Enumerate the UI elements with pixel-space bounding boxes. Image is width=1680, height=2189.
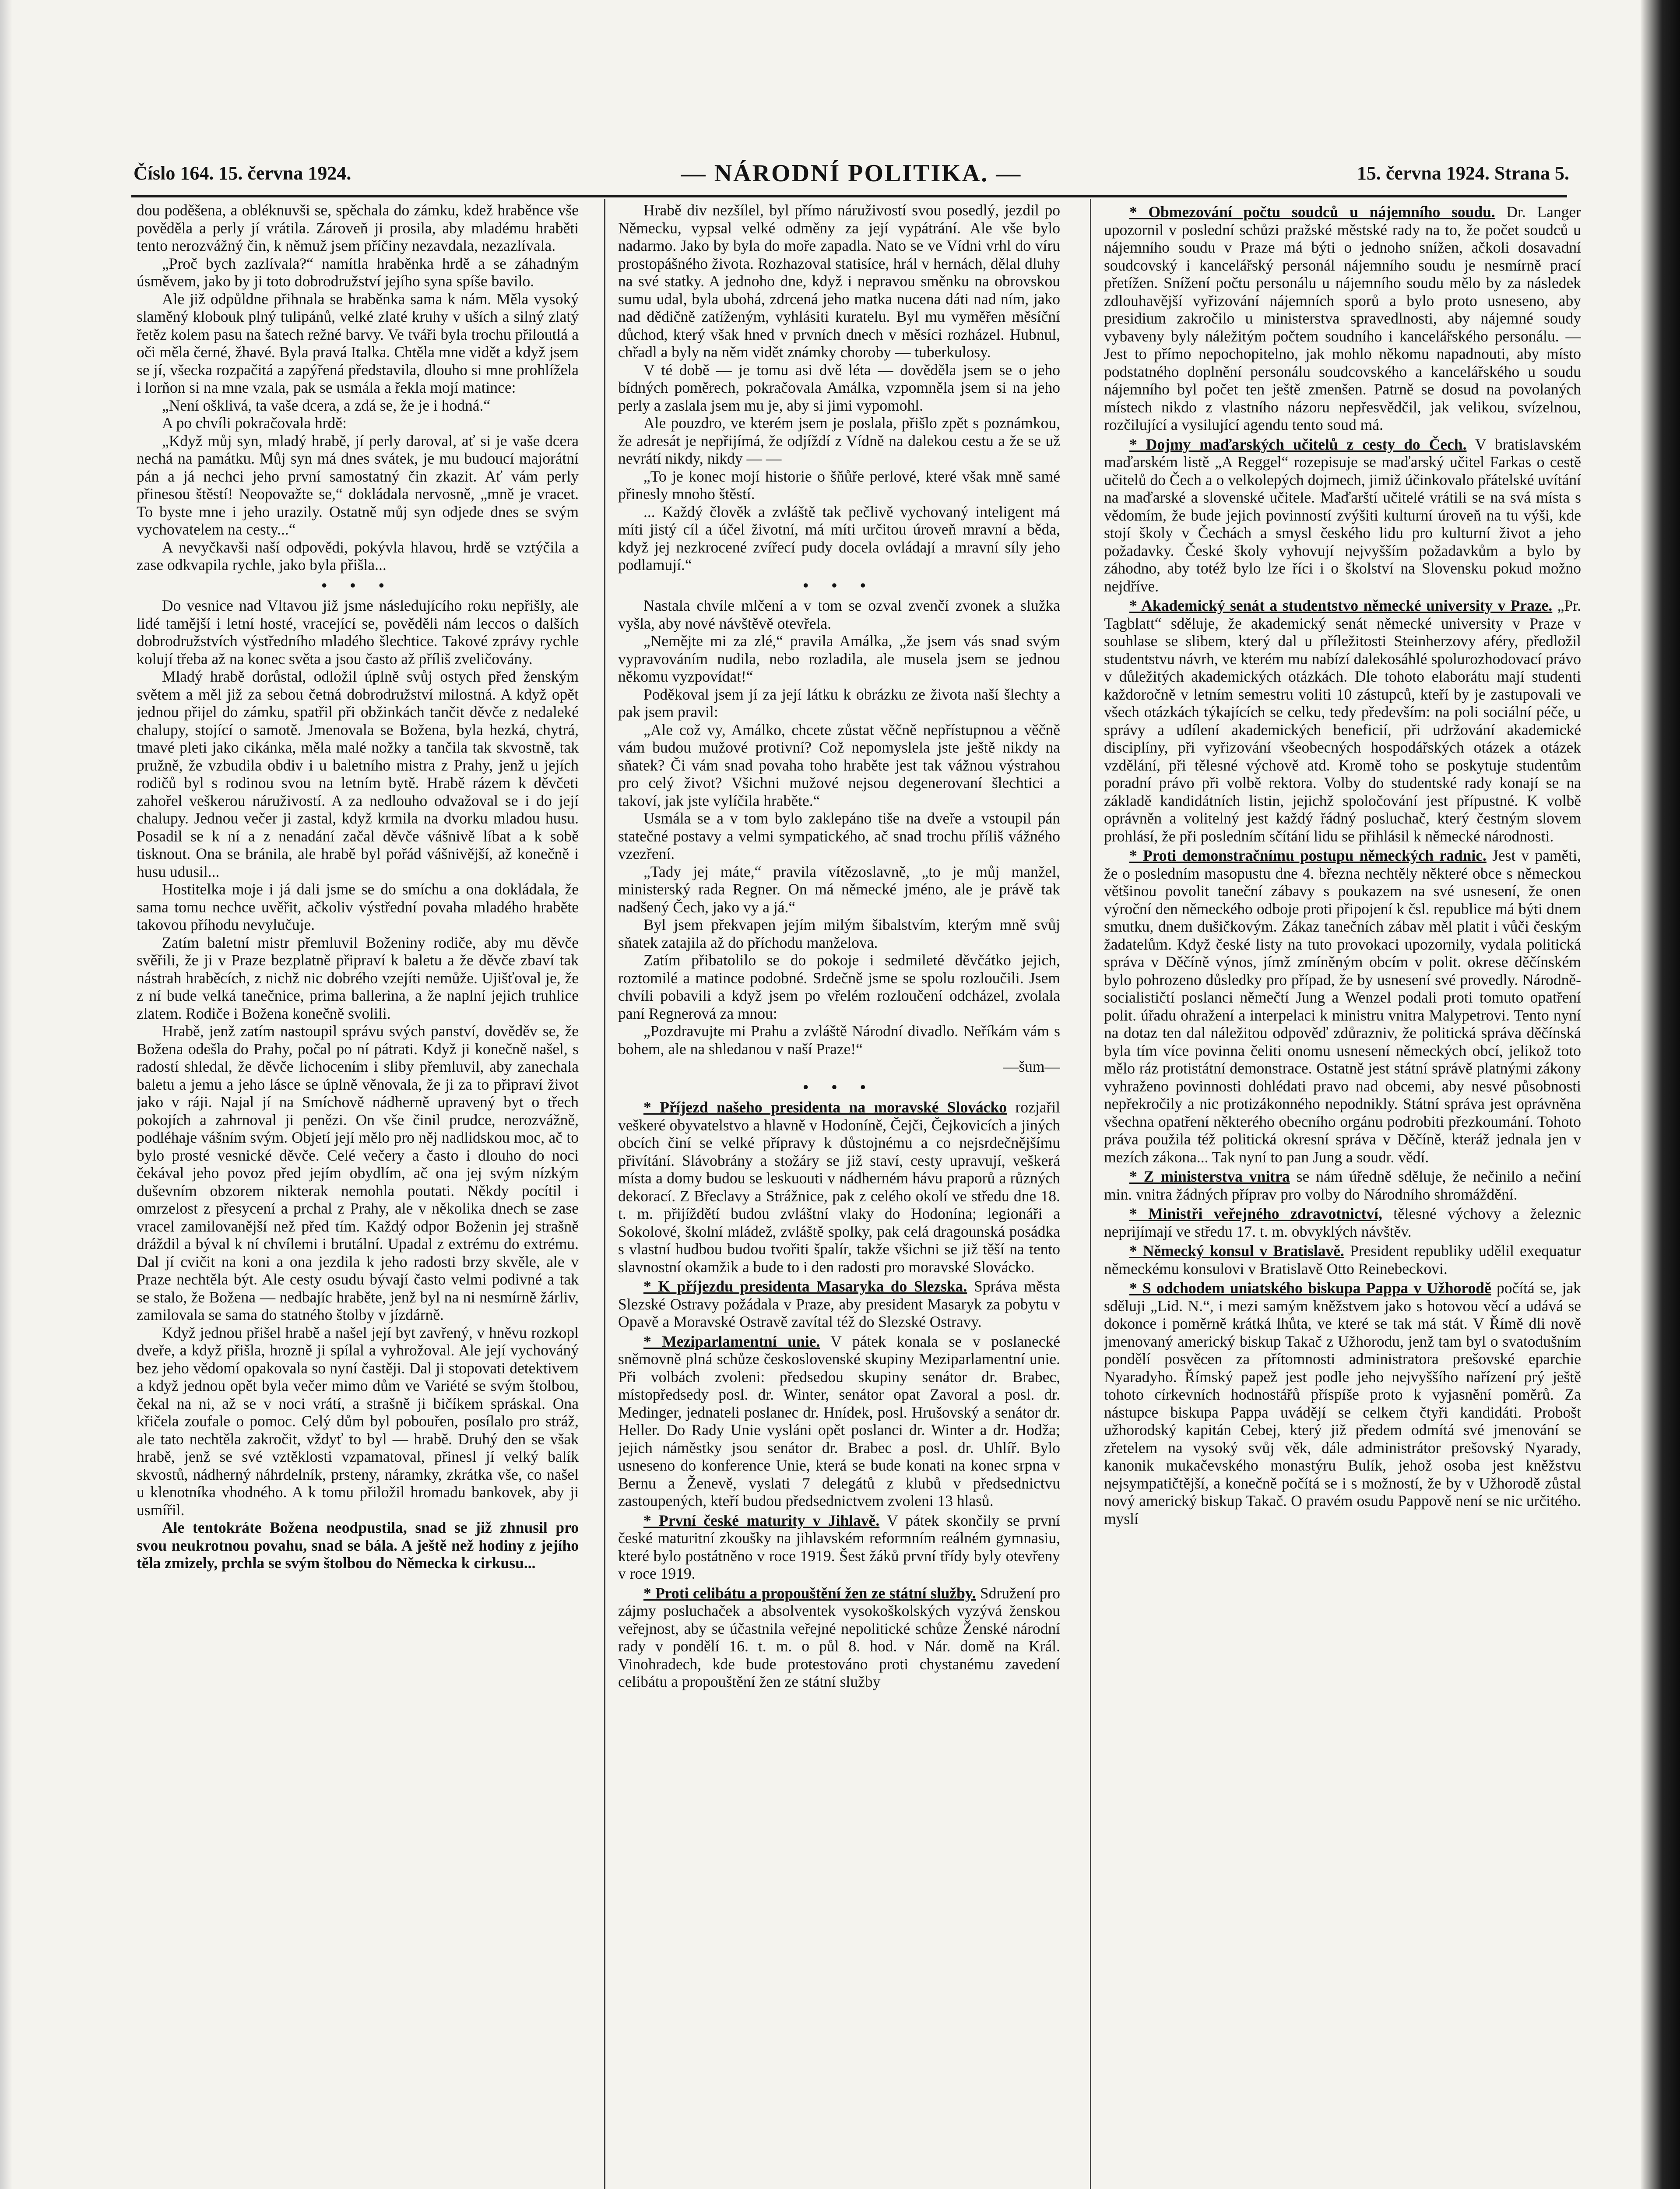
news-item [1104, 436, 1581, 595]
news-headline: * K příjezdu presidenta Masaryka do Slezska. [643, 1278, 967, 1295]
paragraph: Hostitelka moje i já dali jsme se do smíchu a ona dokládala, že sama tomu nechce uvěřit, ačkoliv výstřední povaha mladého hraběte takovou příhodu nevylučuje. [137, 880, 579, 933]
paragraph: A nevyčkavši naší odpovědi, pokývla hlavou, hrdě se vztýčila a zase odkvapila rychle, jako byla přišla... [137, 538, 579, 574]
news-item [618, 1098, 1060, 1276]
paragraph: „Když můj syn, mladý hrabě, jí perly daroval, ať si je vaše dcera nechá na památku. Můj syn má dnes svátek, je mu budoucí majorátní pán a já nechci jeho první samostatný čin zkazit. Ať vám perly přinesou štěstí! Neopovažte se,“ dokládala nervosně, „mně je vracet. To byste mne i jeho urazily. Ostatně můj syn odjede dnes se svým vychovatelem na cesty...“ [137, 432, 579, 538]
paragraph: „Proč bych zazlívala?“ namítla hraběnka hrdě a se záhadným úsměvem, jako by ji toto dobrodružství jejího syna spíše bavilo. [137, 254, 579, 290]
news-item [1104, 597, 1581, 845]
section-separator: • • • [321, 576, 394, 594]
news-item [618, 1278, 1060, 1331]
paragraph: „To je konec mojí historie o šňůře perlové, které však mně samé přinesly mnoho štěstí. [618, 467, 1060, 503]
news-item [618, 1333, 1060, 1510]
author-signature: —šum— [1003, 1058, 1060, 1075]
paragraph: Ale již odpůldne přihnala se hraběnka sama k nám. Měla vysoký slaměný klobouk plný tulipánů, velké zlaté kruhy v uších a silný zlatý řetěz kolem pasu na šatech režné barvy. Ve tváři byla trochu přiloutlá a oči měla černé, žhavé. Byla pravá Italka. Chtěla mne vidět a když jsem se jí, všecka rozpačitá a zapýřená představila, dlouho si mne prohlížela i lorňon si na mne vzala, pak se usmála a řekla mojí matince: [137, 290, 579, 396]
paragraph: Když jednou přišel hrabě a našel její byt zavřený, v hněvu rozkopl dveře, a když přišla, hrozně ji spílal a vyhrožoval. Ale její vychováný bez jeho vědomí opakovala so nyní častěji. Dal ji stopovati detektivem a když jednou opět byla večer mimo dům ve Variété se svým štolbou, čekal na ni, až se v noci vrátí, a strašně ji bičíkem spráskal. Ona křičela zoufale o pomoc. Celý dům byl pobouřen, posílalo pro stráž, ale tato nechtěla zakročit, vždyť to byl — hrabě. Druhý den se však hrabě, jenž se své vztěklosti vzpamatoval, přinesl jí velký balík skvostů, nádherný náhrdelník, prsteny, náramky, zkrátka vše, co našel u klenotníka vhodného. A k tomu přiložil hromadu bankovek, aby ji usmířil. [137, 1323, 579, 1519]
paragraph: „Pozdravujte mi Prahu a zvláště Národní divadlo. Neříkám vám s bohem, ale na shledanou v naší Praze!“ [618, 1022, 1060, 1058]
news-body: V pátek skončily se první české maturitní zkoušky na jihlavském reformním reálném gymnasiu, které bylo postátněno v roce 1919. Šest žáků první třídy byly otevřeny v roce 1919. [618, 1511, 1060, 1582]
news-body: President republiky udělil exequatur německému konsulovi v Bratislavě Otto Reinebeckovi. [1104, 1242, 1581, 1278]
paragraph: Hrabě, jenž zatím nastoupil správu svých panství, dověděv se, že Božena odešla do Prahy, počal po ní pátrati. Když ji konečně našel, s radostí shledal, že děvče lichocením i sliby přemluvil, aby zanechala baletu a jemu a jeho lásce se úplně věnovala, že ji za to připraví život jako v ráji. Najal jí na Smíchově nádherně upravený byt o třech pokojích a zahrnoval ji penězi. On vše činil prudce, nerozvážně, podléhaje vášním svým. Objetí její mělo pro něj nadlidskou moc, ač to bylo prosté vesnické děvče. Celé večery a často i dlouho do noci čekával jeho povoz před jejím obydlím, ač ona jej svým nízkým duševním obzorem nikterak nemohla poutati. Někdy pocítil i omrzelost z přesycení a prchal z Prahy, ale v několika dnech se zase vracel zamilovanější než před tím. Každý odpor Boženin jej strašně dráždil a býval k ní chvílemi i brutální. Upadal z extrému do extrému. Dal jí cvičit na koni a ona jezdila k jeho radosti brzy skvěle, ale v Praze nechtěla být. Ale cesty osudu bývají často velmi podivné a tak se stalo, že Božena — nedbajíc hraběte, jenž byl na ni nesmírně žárliv, zamilovala se sama do statného štolby v jízdárně. [137, 1022, 579, 1323]
news-headline: * Německý konsul v Bratislavě. [1129, 1242, 1344, 1260]
scan-right-edge [1641, 0, 1680, 2189]
news-headline: * S odchodem uniatského biskupa Pappa v Užhorodě [1129, 1279, 1491, 1297]
news-headline: * Obmezování počtu soudců u nájemního soudu. [1129, 203, 1495, 221]
paragraph: Mladý hrabě dorůstal, odložil úplně svůj ostych před ženským světem a měl již za sebou četná dobrodružství milostná. A když opět jednou přijel do zámku, spatřil při obžinkách tančit děvče z nedaleké chalupy, stojící o samotě. Jmenovala se Božena, byla hezká, chytrá, tmavé pleti jako cikánka, měla malé nožky a tančila tak skvostně, tak pružně, že vzbudila obdiv i u baletního mistra z Prahy, jenž u jejích rodičů byl s rodinou svou na letním bytě. Hrabě rázem k děvčeti zahořel veškerou náruživostí. A za nedlouho odvažoval se i do její chalupy. Jednou večer ji zastal, když krmila na dvorku mladou husu. Posadil se k ní a z nenadání začal děvče vášnivě líbat a k sobě tisknout. Ona se bránila, ale hrabě byl pořád vášnivější, až konečně i husu udusil... [137, 668, 579, 880]
paragraph: Poděkoval jsem jí za její látku k obrázku ze života naší šlechty a pak jsem pravil: [618, 685, 1060, 721]
news-headline: * Ministři veřejného zdravotnictví, [1129, 1205, 1382, 1222]
news-item [1104, 1279, 1581, 1527]
paragraph: A po chvíli pokračovala hrdě: [162, 414, 347, 432]
news-headline: * Akademický senát a studentstvo německé university v Praze. [1129, 597, 1553, 614]
news-headline: * Dojmy maďarských učitelů z cesty do Čech. [1129, 435, 1467, 453]
news-body: Sdružení pro zájmy posluchaček a absolventek vysokoškolských vyzývá ženskou veřejnost, aby se účastnila veřejné nepolitické schůze Ženské národní rady v pondělí 16. t. m. o půl 8. hod. v Nár. domě na Král. Vinohradech, kde bude protestováno proti chystanému zavedení celibátu a propouštění žen ze státní služby [618, 1584, 1060, 1690]
news-body: rozjařil veškeré obyvatelstvo a hlavně v Hodoníně, Čejči, Čejkovicích a jiných obcích činí se velké přípravy k důstojnému a co nejsrdečnějšímu přivítání. Slávobrány a stožáry se již staví, cesty upravují, veškerá místa a domy budou se leskuouti v nádherném hávu praporů a různých dekorací. Z Břeclavy a Strážnice, pak z celého okolí ve středu dne 18. t. m. přijíždětí budou zvláštní vlaky do Hodonína; legionáři a Sokolové, školní mládež, zvláště spolky, pak celá dragounská posádka s vlastní hudbou budou tvořiti špalír, takže všichni se již těší na tento slavnostní okamžik a bude to i den radosti pro moravské Slovácko. [618, 1098, 1060, 1276]
column-2 [618, 201, 1060, 2189]
news-item [1104, 1205, 1581, 1240]
column-3 [1104, 201, 1581, 2189]
news-item [1104, 847, 1581, 1166]
news-body: počítá se, jak sděluji „Lid. N.“, i mezi samým kněžstvem jako s hotovou věcí a udává se dokonce i poměrně krátká lhůta, ve které se tak má stát. V Římě dli nově jmenovaný americký biskup Takač z Užhorodu, jenž tam byl o svatodušním pondělí posvěcen za přítomnosti administratora prešovské eparchie Nyaradyho. Římský papež jest podle jeho nejvyššího nařízení prý ještě tohoto církevních hodnostářů příspíše proto k vyjasnění poměrů. Za nástupce biskupa Pappa uvádějí se celkem čtyři kandidáti. Probošt užhorodský kapitán Cebej, který již předem odmítá své jmenování se zřetelem na vysoký svůj věk, dále administrátor prešovský Nyarady, kanonik mukačevského monastýru Bulík, jehož osoba jest kněžstvu nejsympatičtější, a konečně počítá se i s možností, že by v Užhorodě zůstal nový americký biskup Takač. O pravém osudu Pappově není se nic určitého. myslí [1104, 1279, 1581, 1527]
paragraph: dou poděšena, a obléknuvši se, spěchala do zámku, kdež hraběnce vše pověděla a perly jí vrátila. Zároveň ji prosila, aby mladému hraběti tento nerozvážný čin, k němuž jsem příčiny nezavdala, nezazlívala. [137, 201, 579, 254]
paragraph: „Tady jej máte,“ pravila vítězoslavně, „to je můj manžel, ministerský rada Regner. On má německé jméno, ale je právě tak nadšený Čech, jako vy a já.“ [618, 862, 1060, 916]
paragraph: Do vesnice nad Vltavou již jsme následujícího roku nepřišly, ale lidé tamější i letní hosté, vracející se, pověděli nám leccos o dalších dobrodružstvích výstředního mladého šlechtice. Takové zprávy rychle kolují třeba až na konec světa a jsou často až příliš zveličovány. [137, 597, 579, 668]
news-headline: * První české maturity v Jihlavě. [643, 1511, 880, 1529]
paragraph: Byl jsem překvapen jejím milým šibalstvím, kterým mně svůj sňatek zatajila až do příchodu manželova. [618, 916, 1060, 951]
news-item [618, 1584, 1060, 1691]
scan-left-edge [0, 0, 12, 2189]
issue-number-date: Číslo 164. 15. června 1924. [134, 162, 351, 184]
paragraph: „Ale což vy, Amálko, chcete zůstat věčně nepřístupnou a věčně vám budou mužové protivní? Což nepomyslela jste ještě nikdy na sňatek? Či vám snad povaha toho hraběte jest tak vážnou výstrahou pro celý život? Všichni mužové nejsou degenerovaní šlechtici a takoví, jak jste vylíčila hraběte.“ [618, 721, 1060, 809]
news-body: se nám úředně sděluje, že nečinilo a nečiní min. vnitra žádných příprav pro volby do Národního shromáždění. [1104, 1168, 1581, 1203]
paragraph: Ale tentokráte Božena neodpustila, snad se již zhnusil pro svou neukrotnou povahu, snad se bála. A ještě než hodiny z jejího těla zmizely, prchla se svým štolbou do Německa k cirkusu... [137, 1519, 579, 1572]
news-body: tělesné výchovy a železnic neprijímají ve středu 17. t. m. obvyklých návštěv. [1104, 1205, 1581, 1240]
news-item [1104, 1242, 1581, 1278]
news-body: V bratislavském maďarském listě „A Reggel“ rozepisuje se maďarský učitel Farkas o cestě učitelů do Čech a o velkolepých dojmech, jimiž účinkovalo přátelské uvítání na maďarské a slovenské učitele. Maďarští učitelé vrátili se na svá místa s vědomím, že bude jejich povinností zvýšiti kulturní úroveň na tu výši, kde stojí školy v Čechách a smysl českého lidu pro kulturní život a jeho požadavky. České školy vyhovují nejvyšším požadavkům a bylo by záhodno, aby totéž bylo lze říci i o školství na Slovensku pokud možno nejdříve. [1104, 435, 1581, 595]
column-divider [1090, 199, 1091, 2189]
news-item [1104, 203, 1581, 434]
paragraph: „Není ošklivá, ta vaše dcera, a zdá se, že je i hodná.“ [162, 396, 491, 414]
news-item [618, 1512, 1060, 1583]
newspaper-title: — NÁRODNÍ POLITIKA. — [681, 160, 1022, 187]
paragraph: Zatím baletní mistr přemluvil Boženiny rodiče, aby mu děvče svěřili, že ji v Praze bezplatně připraví k baletu a že děvče zbaví tak nástrah hraběcích, z nichž nic dobrého vzejíti nemůže. Ujišťoval je, že z ní bude velká tanečnice, prima ballerina, a že naplní jejich truhlice zlatem. Rodiče i Božena konečně svolili. [137, 933, 579, 1022]
news-body: Správa města Slezské Ostravy požádala v Praze, aby president Masaryk za pobytu v Opavě a Moravské Ostravě zavítal též do Slezské Ostravy. [618, 1278, 1060, 1330]
paragraph: V té době — je tomu asi dvě léta — dověděla jsem se o jeho bídných poměrech, pokračovala Amálka, vzpomněla jsem si na jeho perly a zaslala jsem mu je, aby si jimi vypomohl. [618, 361, 1060, 414]
paragraph: „Nemějte mi za zlé,“ pravila Amálka, „že jsem vás snad svým vypravováním nudila, nebo rozladila, ale musela jsem se jednou někomu vyzpovídat!“ [618, 632, 1060, 685]
column-1 [137, 201, 579, 2189]
news-body: „Pr. Tagblatt“ sděluje, že akademický senát německé university v Praze v souhlase se slibem, který dal u příležitosti Steinherzovy aféry, předložil studentstvu návrh, ve kterém mu nabízí dalekosáhlé spolurozhodovací právo v důležitých akademických otázkách. Dle tohoto elaborátu mají studenti každoročně v letním semestru voliti 10 zástupců, kteří by je zastupovali ve všech otázkách týkajících se celku, tedy především: na poli sociální péče, u správy a udílení akademických beneficií, při udržování akademické disciplíny, při vyřizování všeobecných hospodářských otázek a otázek vzdělání, při tělesné výchově atd. Kromě toho se poskytuje studentům poradní právo při volbě rektora. Volby do studentské rady konají se na základě kandidátních listin, jejichž spoločování jest přípustné. K volbě oprávněn a volitelný jest každý řádný posluchač, který čestným slovem prohlásí, že při posledním sčítání lidu se přihlásil k německé národnosti. [1104, 597, 1581, 845]
section-separator: • • • [803, 1078, 875, 1096]
news-headline: * Proti demonstračnímu postupu německých radnic. [1129, 847, 1487, 864]
news-body: Dr. Langer upozornil v poslední schůzi pražské městské rady na to, že počet soudců u nájemního soudu v Praze má býti o jednoho snížen, ačkoli dosavadní soudcovský i kancelářský personál nájemního soudu je nesmírně prací přetížen. Snížení počtu personálu u nájemního soudu mělo by za následek zdlouhavější vyřizování nájemních sporů a bylo proto usneseno, aby presidium zakročilo u ministerstva spravedlnosti, aby nájemné soudy vybaveny byly náležitým počtem soudního i kancelářského personálu. — Jest to přímo nepochopitelno, jak mohlo někomu napadnouti, aby místo podstatného doplnění personálu soudcovského a kancelářského u soudu nájemního byl počet ten ještě zmenšen. Patrně se dosud na povolaných místech nikdo z vlastního názoru nepřesvědčil, jak velikou, svízelnou, rozčilující a vysilující agendu tento soud má. [1104, 203, 1581, 433]
news-headline: * Meziparlamentní unie. [643, 1332, 820, 1350]
news-item [1104, 1168, 1581, 1203]
news-headline: * Příjezd našeho presidenta na moravské Slovácko [643, 1098, 1007, 1116]
news-headline: * Proti celibátu a propouštění žen ze státní služby. [643, 1584, 976, 1602]
section-separator: • • • [803, 576, 875, 594]
paragraph: Usmála se a v tom bylo zaklepáno tiše na dveře a vstoupil pán statečné postavy a velmi sympatického, ač snad trochu příliš vážného vzezření. [618, 809, 1060, 862]
header-rule [131, 195, 1567, 197]
column-divider [604, 199, 605, 2189]
paragraph: Ale pouzdro, ve kterém jsem je poslala, přišlo zpět s poznámkou, že adresát je nepřijímá, že odjíždí z Vídně na dalekou cestu a že se už nevrátí nikdy, nikdy — — [618, 414, 1060, 467]
paragraph: Hrabě div nezšílel, byl přímo náruživostí svou posedlý, jezdil po Německu, vypsal velké odměny za její vypátrání. Ale vše bylo nadarmo. Jako by byla do moře zapadla. Nato se ve Vídni vrhl do víru prostopášného života. Rozhazoval statisíce, hrál v hernách, dělal dluhy na své statky. A jednoho dne, když i nepravou směnku na obrovskou sumu udal, byla ubohá, zdrcená jeho matka nucena dáti nad ním, jako nad dědičně zatíženým, vyhlásiti kuratelu. Byl mu vyměřen měsíční důchod, který však hned v prvních dnech v měsíci rozházel. Hubnul, chřadl a byly na něm vidět známky choroby — tuberkulosy. [618, 201, 1060, 361]
date-page-number: 15. června 1924. Strana 5. [1357, 162, 1569, 184]
paragraph: Nastala chvíle mlčení a v tom se ozval zvenčí zvonek a služka vyšla, aby nové návštěvě otevřela. [618, 597, 1060, 632]
paragraph: Zatím přibatolilo se do pokoje i sedmileté děvčátko jejich, roztomilé a matince podobné. Srdečně jsme se spolu rozloučili. Jsem chvíli pobavili a když jsem po vřelém rozloučení odcházel, zvolala paní Regnerová za mnou: [618, 951, 1060, 1022]
news-body: V pátek konala se v poslanecké sněmovně plná schůze československé skupiny Meziparlamentní unie. Při volbách zvoleni: předsedou skupiny senátor dr. Brabec, místopředsedy posl. dr. Winter, senátor opat Zavoral a posl. dr. Medinger, jednateli poslanec dr. Hnídek, posl. Hrušovský a senátor dr. Heller. Do Rady Unie vysláni opět poslanci dr. Winter a dr. Hodža; jejich náměstky jsou senátor dr. Brabec a posl. dr. Uhlíř. Bylo usneseno do konference Unie, která se bude konati na konec srpna v Bernu a Ženevě, vyslati 7 delegátů z klubů v předsednictvu zastoupených, kteří budou předsednictvem zvoleni 13 hlasů. [618, 1332, 1060, 1510]
paragraph: ... Každý člověk a zvláště tak pečlivě vychovaný inteligent má míti jistý cíl a účel životní, má míti určitou úroveň mravní a běda, když jej nezkrocené zvířecí pudy docela ovládají a mravní síly jeho podlamují.“ [618, 503, 1060, 574]
news-headline: * Z ministerstva vnitra [1129, 1168, 1290, 1185]
news-body: Jest v paměti, že o posledním masopustu dne 4. března nechtěly některé obce s německou většinou povolit taneční zábavy s poukazem na své usnesení, že onen výroční den německého odboje proti připojení k čsl. republice má býti dnem smutku, dnem dušičkovým. Zákaz tanečních zábav měl platit i vůči českým žadatelům. Když české listy na tuto provokaci upozornily, vydala politická správa v Děčíně výnos, jímž zmíněným obcím v polit. okrese děčínském bylo pohrozeno důsledky pro případ, že by usnesení své provedly. Národně-socialističtí poslanci němečtí Jung a Wenzel podali proti tomuto opatření polit. úřadu ohražení a interpelaci k ministru vnitra Malypetrovi. Tento nyní na dotaz ten dal náležitou odpověď zdůrazniv, že politická správa děčínská byla tím více povinna čeliti onomu usnesení německých obcí, jelikož toto mělo ráz protistátní demonstrace. Ostatně jest státní správě platnými zákony vyhraženo povinnosti dohlédati pravo nad obcemi, aby nesvé působnosti nepřekročily a nic protizákonného nepodnikly. Státní správa jest oprávněna všechna opatření některého obecního orgánu podrobiti přezkoumání. Tohoto práva použila též politická okresní správa v Děčíně, kteráž jednala jen v mezích zákona... Tak nyní to pan Jung a soudr. vědí. [1104, 847, 1581, 1166]
running-header [134, 158, 1569, 193]
